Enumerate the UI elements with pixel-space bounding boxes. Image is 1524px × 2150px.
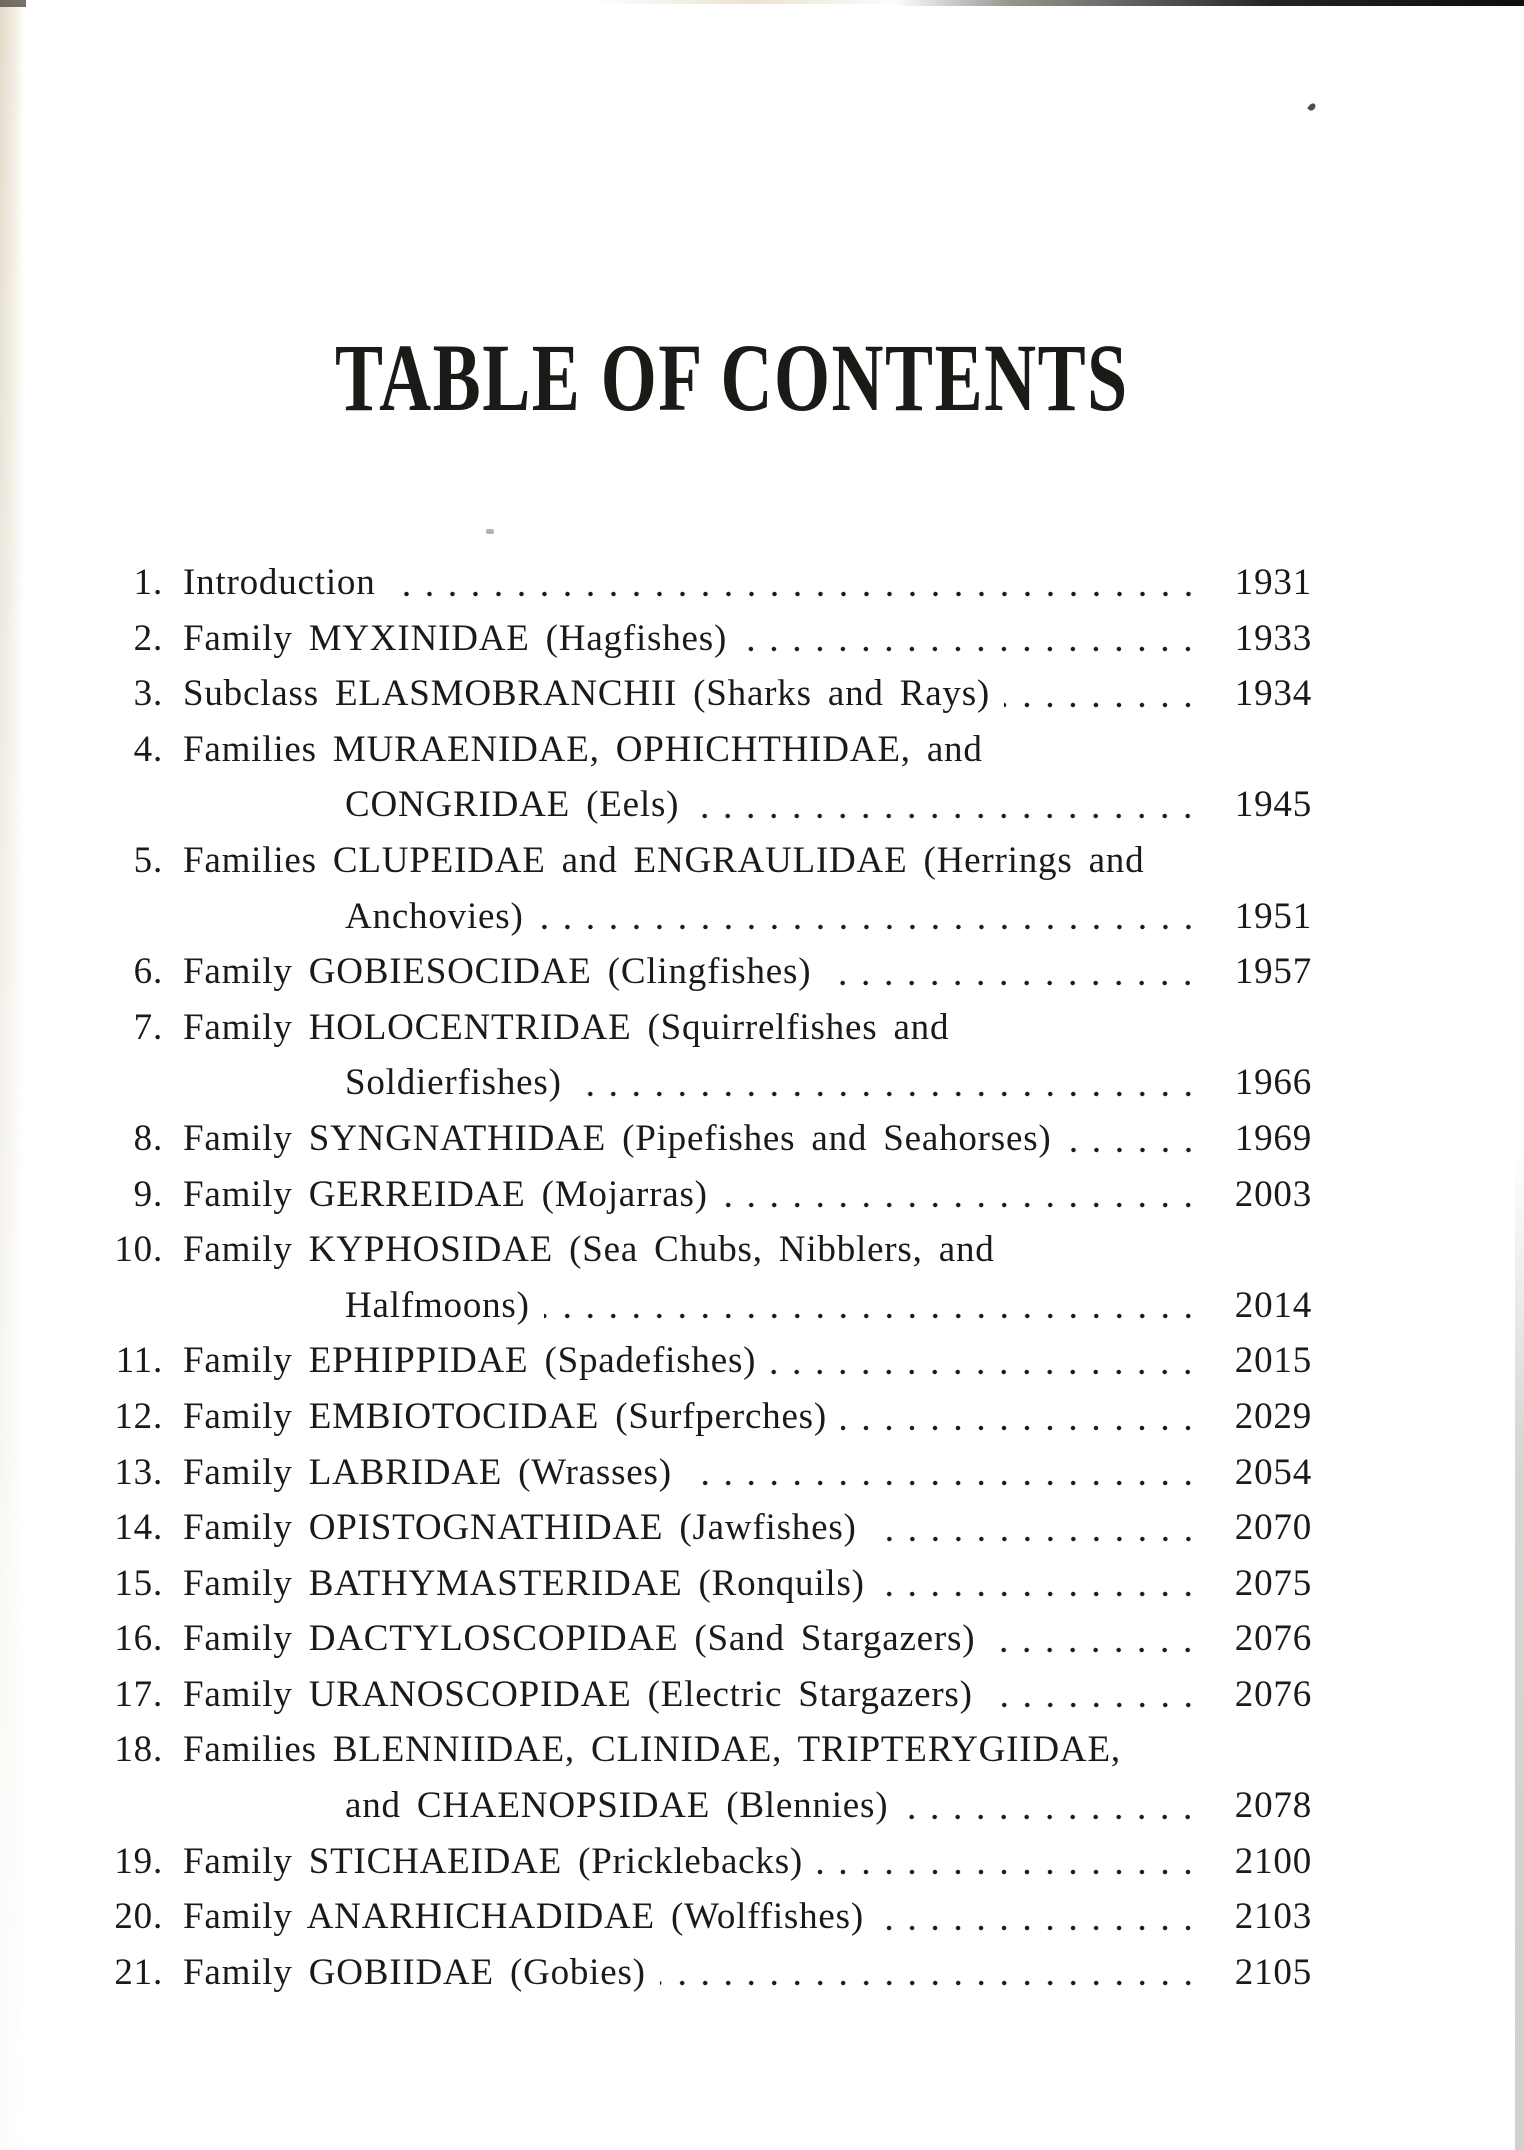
entry-page-number: 1969: [1234, 1117, 1312, 1159]
scan-speck: [486, 529, 494, 534]
entry-page-number: 2076: [1234, 1673, 1312, 1715]
dot-leader: [741, 645, 1208, 653]
toc-entry-line: [0, 1055, 1312, 1111]
entry-page-number: 1966: [1234, 1062, 1312, 1104]
entry-text: Family URANOSCOPIDAE (Electric Stargazers): [183, 1673, 973, 1715]
entry-text: CONGRIDAE (Eels): [345, 784, 680, 826]
toc-entry-line: [0, 1611, 1312, 1667]
entry-number: 17.: [114, 1673, 163, 1715]
entry-number: 2.: [133, 617, 163, 659]
entry-text: Family EMBIOTOCIDAE (Surfperches): [183, 1395, 828, 1437]
entry-number: 13.: [114, 1451, 163, 1493]
entry-page-number: 2078: [1234, 1785, 1312, 1827]
toc-entry-line: [0, 1667, 1312, 1723]
dot-leader: [538, 923, 1208, 931]
entry-number: 8.: [133, 1117, 163, 1159]
scan-top-smudge: [590, 0, 910, 4]
toc-entry-line: [0, 555, 1312, 611]
dot-leader: [1066, 1146, 1208, 1154]
entry-text: Halfmoons): [345, 1284, 530, 1326]
entry-number: 4.: [133, 728, 163, 770]
entry-text: Family GERREIDAE (Mojarras): [183, 1173, 708, 1215]
toc-entry-line: [0, 1167, 1312, 1223]
toc-entry-line: [0, 1222, 1312, 1278]
entry-text: Family SYNGNATHIDAE (Pipefishes and Seahorses): [183, 1117, 1052, 1159]
entry-number: 11.: [115, 1340, 163, 1382]
dot-leader: [660, 1979, 1208, 1987]
toc-entry-line: [0, 1500, 1312, 1556]
page-title: TABLE OF CONTENTS: [335, 324, 1129, 431]
toc-entry-line: [0, 1778, 1312, 1834]
entry-text: Subclass ELASMOBRANCHII (Sharks and Rays): [183, 673, 991, 715]
entry-text: Family DACTYLOSCOPIDAE (Sand Stargazers): [183, 1618, 976, 1660]
toc-entry-line: [0, 1445, 1312, 1501]
entry-text: Family ANARHICHADIDAE (Wolffishes): [183, 1896, 864, 1938]
entry-number: 21.: [114, 1951, 163, 1993]
toc-entry-line: [0, 1556, 1312, 1612]
toc-entry-line: [0, 1278, 1312, 1334]
entry-text: Introduction: [183, 562, 376, 603]
entry-text: Family MYXINIDAE (Hagfishes): [183, 617, 728, 659]
dot-leader: [879, 1590, 1208, 1598]
dot-leader: [871, 1535, 1208, 1543]
dot-leader: [987, 1701, 1208, 1709]
entry-text: Families CLUPEIDAE and ENGRAULIDAE (Herrings and: [183, 839, 1145, 881]
dot-leader: [544, 1312, 1208, 1320]
entry-page-number: 1951: [1234, 895, 1312, 937]
scan-right-edge-shadow: [1515, 1150, 1524, 2150]
dot-leader: [902, 1813, 1208, 1821]
dot-leader: [989, 1646, 1208, 1654]
dot-leader: [841, 1424, 1208, 1432]
scan-speck: [1307, 102, 1317, 112]
entry-text: Families MURAENIDAE, OPHICHTHIDAE, and: [183, 728, 983, 770]
dot-leader: [997, 756, 1208, 764]
entry-text: Families BLENNIIDAE, CLINIDAE, TRIPTERYGIIDAE,: [183, 1729, 1121, 1771]
entry-number: 18.: [114, 1729, 163, 1771]
entry-text: Family BATHYMASTERIDAE (Ronquils): [183, 1562, 865, 1604]
dot-leader: [1158, 868, 1208, 876]
entry-number: 1.: [133, 562, 163, 603]
dot-leader: [963, 1034, 1208, 1042]
dot-leader: [693, 812, 1208, 820]
entry-page-number: 2075: [1234, 1562, 1312, 1604]
entry-number: 6.: [133, 951, 163, 993]
toc-entry-line: [0, 777, 1312, 833]
toc-entry-line: [0, 1722, 1312, 1778]
entry-page-number: 1934: [1234, 673, 1312, 715]
toc-entry-line: [0, 1389, 1312, 1445]
toc-entry-line: [0, 889, 1312, 945]
toc-list: [0, 555, 1312, 2000]
entry-text: Family OPISTOGNATHIDAE (Jawfishes): [183, 1507, 857, 1549]
toc-entry-line: [0, 666, 1312, 722]
entry-number: 20.: [114, 1896, 163, 1938]
entry-text: Anchovies): [345, 895, 524, 937]
dot-leader: [825, 979, 1208, 987]
toc-entry-line: [0, 1945, 1312, 2001]
entry-page-number: 1957: [1234, 951, 1312, 993]
entry-number: 3.: [133, 673, 163, 715]
dot-leader: [722, 1201, 1208, 1209]
entry-number: 19.: [114, 1840, 163, 1882]
entry-number: 12.: [114, 1395, 163, 1437]
entry-page-number: 2070: [1234, 1507, 1312, 1549]
entry-page-number: 2054: [1234, 1451, 1312, 1493]
dot-leader: [878, 1924, 1208, 1932]
entry-text: and CHAENOPSIDAE (Blennies): [345, 1785, 889, 1827]
dot-leader: [686, 1479, 1208, 1487]
entry-page-number: 2105: [1234, 1951, 1312, 1993]
entry-number: 15.: [114, 1562, 163, 1604]
dot-leader: [390, 590, 1208, 598]
entry-page-number: 1931: [1234, 562, 1312, 603]
entry-number: 9.: [133, 1173, 163, 1215]
entry-page-number: 1945: [1234, 784, 1312, 826]
entry-text: Soldierfishes): [345, 1062, 562, 1104]
entry-page-number: 1933: [1234, 617, 1312, 659]
toc-entry-line: [0, 611, 1312, 667]
entry-text: Family GOBIESOCIDAE (Clingfishes): [183, 951, 812, 993]
entry-text: Family LABRIDAE (Wrasses): [183, 1451, 672, 1493]
toc-entry-line: [0, 944, 1312, 1000]
entry-number: 14.: [114, 1507, 163, 1549]
entry-page-number: 2076: [1234, 1618, 1312, 1660]
entry-number: 10.: [114, 1229, 163, 1271]
entry-text: Family STICHAEIDAE (Pricklebacks): [183, 1840, 804, 1882]
scan-top-left-mark: [0, 0, 26, 7]
toc-entry-line: [0, 833, 1312, 889]
scan-top-edge-line: [895, 0, 1524, 6]
entry-text: Family KYPHOSIDAE (Sea Chubs, Nibblers, and: [183, 1229, 995, 1271]
toc-entry-line: [0, 722, 1312, 778]
entry-page-number: 2015: [1234, 1340, 1312, 1382]
toc-entry-line: [0, 1333, 1312, 1389]
entry-page-number: 2103: [1234, 1896, 1312, 1938]
toc-entry-line: [0, 1111, 1312, 1167]
entry-page-number: 2100: [1234, 1840, 1312, 1882]
entry-number: 16.: [114, 1618, 163, 1660]
entry-number: 7.: [133, 1006, 163, 1048]
entry-text: Family HOLOCENTRIDAE (Squirrelfishes and: [183, 1006, 950, 1048]
entry-text: Family EPHIPPIDAE (Spadefishes): [183, 1340, 757, 1382]
entry-text: Family GOBIIDAE (Gobies): [183, 1951, 646, 1993]
toc-entry-line: [0, 1000, 1312, 1056]
dot-leader: [576, 1090, 1208, 1098]
dot-leader: [817, 1868, 1208, 1876]
dot-leader: [1135, 1757, 1208, 1765]
entry-page-number: 2014: [1234, 1284, 1312, 1326]
dot-leader: [1004, 701, 1208, 709]
entry-page-number: 2003: [1234, 1173, 1312, 1215]
dot-leader: [770, 1368, 1208, 1376]
dot-leader: [1009, 1257, 1208, 1265]
entry-page-number: 2029: [1234, 1395, 1312, 1437]
entry-number: 5.: [133, 839, 163, 881]
toc-entry-line: [0, 1834, 1312, 1890]
toc-entry-line: [0, 1889, 1312, 1945]
